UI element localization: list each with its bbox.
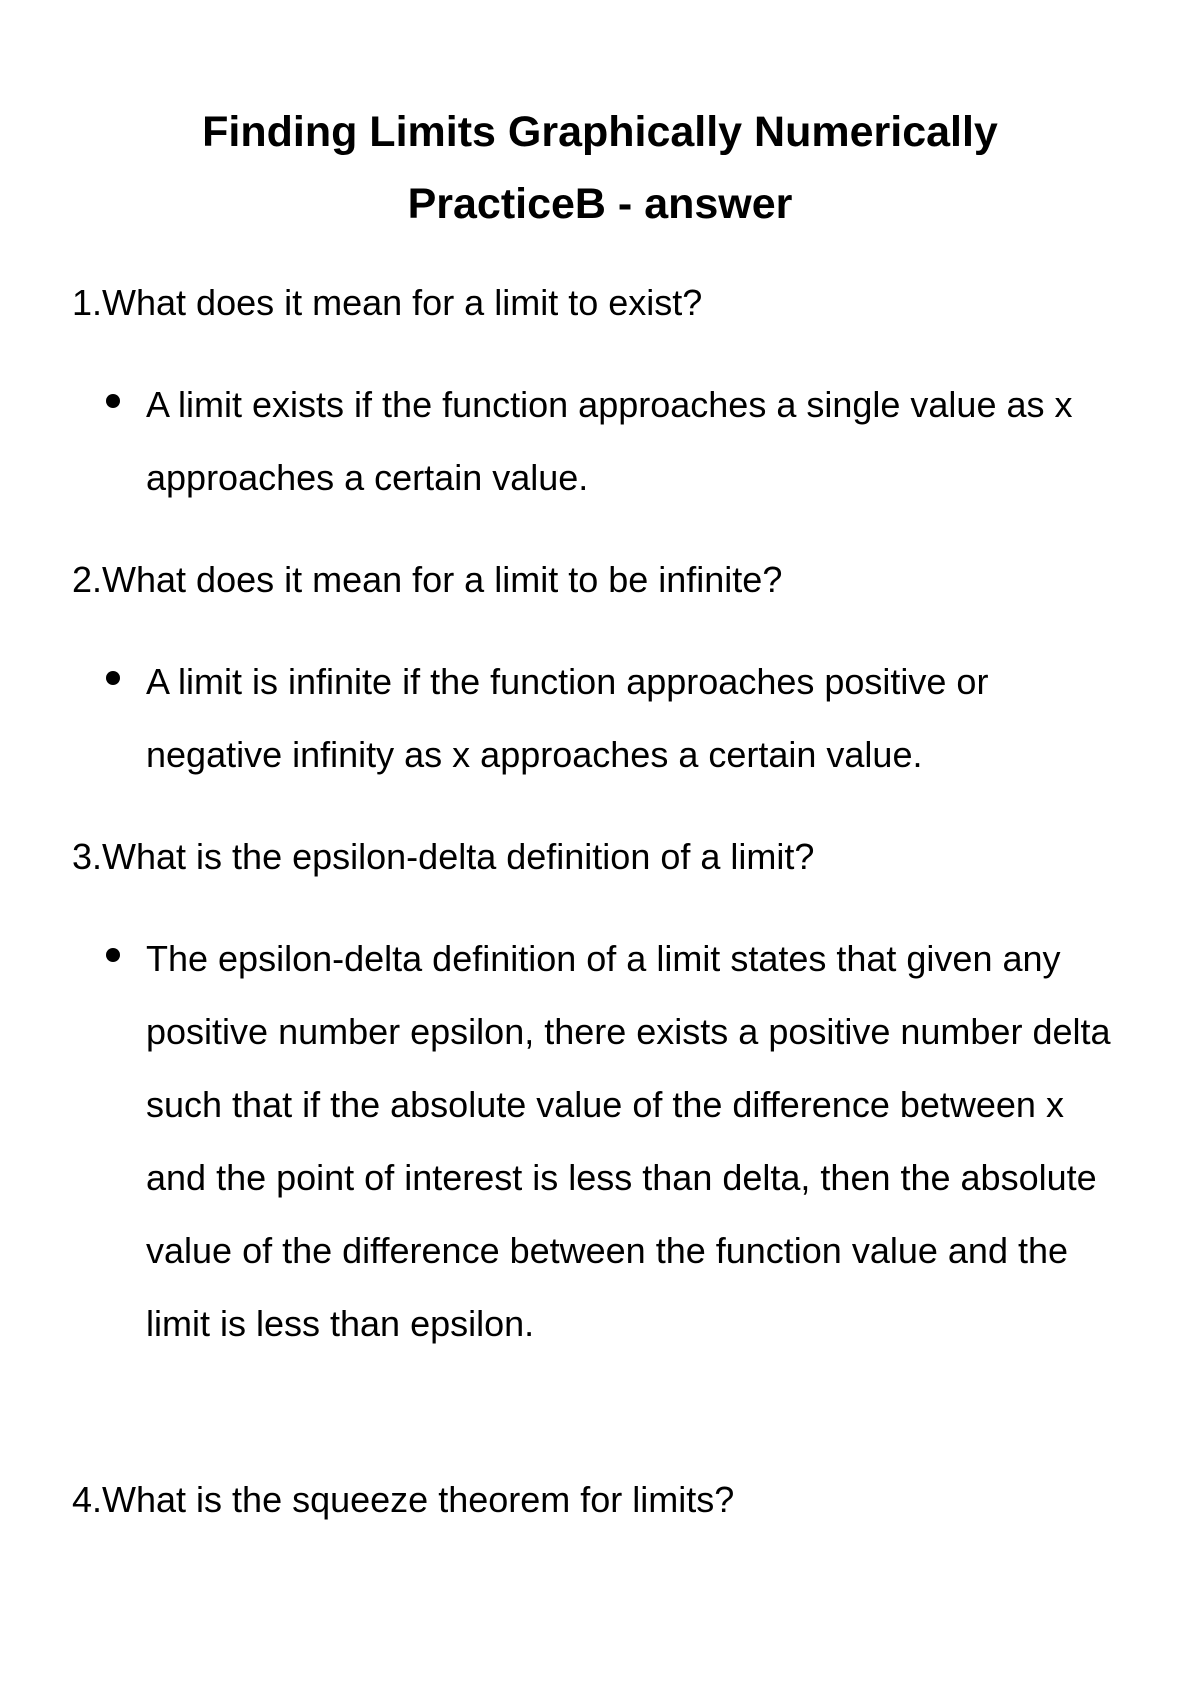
answer-3: The epsilon-delta definition of a limit states that given any positive number epsilon, there exists a positive number delta such that if the absolute value of the difference between x and the point of interest is less than delta, then the absolute value of the difference between the function value and the limit is less than epsilon. (146, 938, 1111, 1344)
question-3: 3.What is the epsilon-delta definition of a limit? (72, 836, 815, 877)
bullet-icon (106, 671, 120, 685)
question-4: 4.What is the squeeze theorem for limits? (72, 1479, 735, 1520)
page-title (60, 96, 1140, 240)
answer-2: A limit is infinite if the function approaches positive or negative infinity as x approaches a certain value. (146, 661, 989, 775)
answer-1: A limit exists if the function approaches a single value as x approaches a certain value. (146, 384, 1073, 498)
bullet-icon (106, 394, 120, 408)
bullet-icon (106, 948, 120, 962)
title-line-2: PracticeB - answer (407, 180, 793, 228)
question-2: 2.What does it mean for a limit to be infinite? (72, 559, 783, 600)
title-line-1: Finding Limits Graphically Numerically (202, 108, 998, 156)
question-1: 1.What does it mean for a limit to exist? (72, 282, 703, 323)
